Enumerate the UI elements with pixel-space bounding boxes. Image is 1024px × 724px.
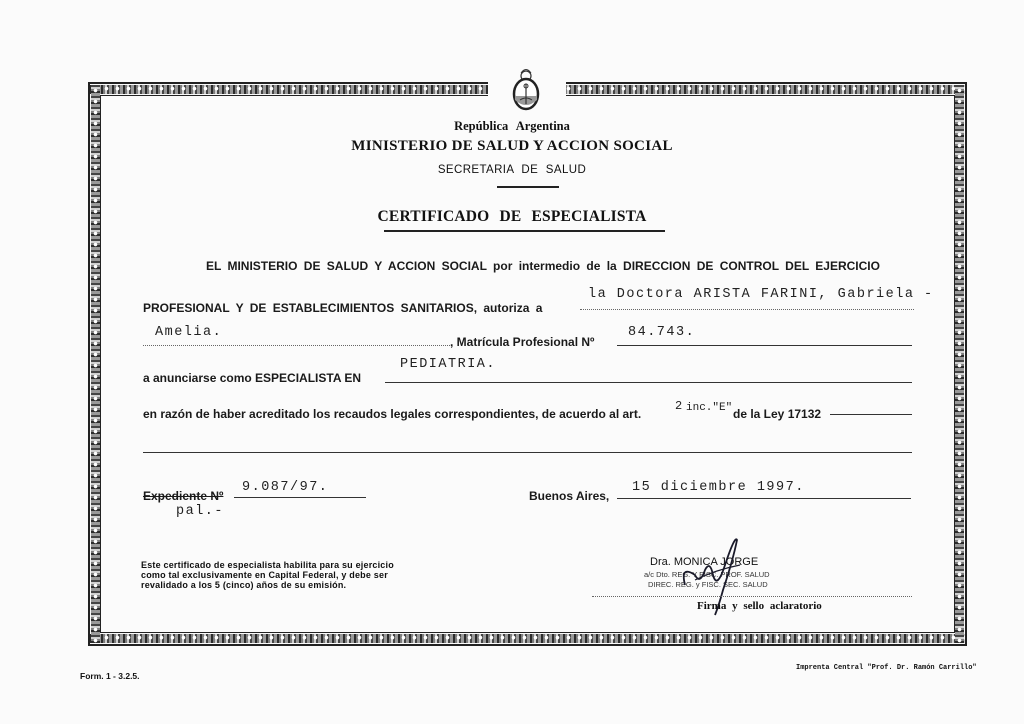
date-value: 15 diciembre 1997. — [632, 480, 805, 495]
signatory-name: Dra. MONICA JORGE — [650, 556, 759, 568]
specialty-value: PEDIATRIA. — [400, 357, 497, 372]
doctor-name-line2: Amelia. — [155, 325, 223, 340]
validity-note — [141, 560, 394, 590]
secretariat-name: SECRETARIA DE SALUD — [437, 164, 587, 176]
coat-of-arms-icon — [509, 64, 543, 112]
expediente-label: Expediente Nº — [143, 489, 224, 503]
expediente-value: 9.087/97. — [242, 480, 329, 495]
name-continuation-line — [143, 345, 450, 346]
date-fill-line — [617, 498, 911, 499]
blank-fill-line — [143, 452, 912, 453]
specialty-label: a anunciarse como ESPECIALISTA EN — [143, 371, 362, 385]
stamp-line-1: a/c Dto. REG. Y FISC. PROF. SALUD — [644, 570, 770, 579]
form-number: Form. 1 - 3.2.5. — [80, 671, 140, 681]
expediente-fill-line — [234, 497, 366, 498]
matricula-value: 84.743. — [628, 325, 696, 340]
header-divider — [497, 186, 559, 188]
signature-caption: Firma y sello aclaratorio — [697, 600, 822, 612]
signature-line — [592, 596, 912, 597]
stamp-line-2: DIREC. REG. y FISC. SEC. SALUD — [648, 580, 768, 589]
title-underline — [384, 230, 665, 232]
legal-fill-line — [830, 414, 912, 415]
law-reference: de la Ley 17132 — [733, 407, 822, 421]
ministry-name: MINISTERIO DE SALUD Y ACCION SOCIAL — [351, 138, 673, 154]
matricula-label: , Matrícula Profesional Nº — [450, 335, 595, 349]
legal-text: en razón de haber acreditado los recaudos legales correspondientes, de acuerdo al art. — [143, 407, 642, 421]
body-intro: EL MINISTERIO DE SALUD Y ACCION SOCIAL por intermedio de la DIRECCION DE CONTROL DEL EJERCICIO — [206, 259, 880, 273]
article-value: 2 — [675, 399, 684, 413]
validity-note-line: como tal exclusivamente en Capital Federal, y debe ser — [141, 570, 388, 580]
place-label: Buenos Aires, — [529, 489, 610, 503]
specialty-fill-line — [385, 382, 912, 383]
authorization-label: PROFESIONAL Y DE ESTABLECIMIENTOS SANITARIOS, autoriza a — [143, 301, 543, 315]
doctor-name-line1: la Doctora ARISTA FARINI, Gabriela - — [588, 287, 934, 302]
validity-note-line: revalidado a los 5 (cinco) años de su emisión. — [141, 580, 347, 590]
certificate-title: CERTIFICADO DE ESPECIALISTA — [377, 208, 647, 225]
name-fill-line — [580, 309, 914, 310]
matricula-fill-line — [617, 345, 912, 346]
printer-credit: Imprenta Central "Prof. Dr. Ramón Carrillo" — [796, 664, 977, 672]
validity-note-line: Este certificado de especialista habilita para su ejercicio — [141, 560, 394, 570]
inciso-value: inc."E" — [686, 402, 733, 414]
country-name: República Argentina — [454, 119, 570, 133]
expediente-note: pal.- — [176, 504, 225, 519]
